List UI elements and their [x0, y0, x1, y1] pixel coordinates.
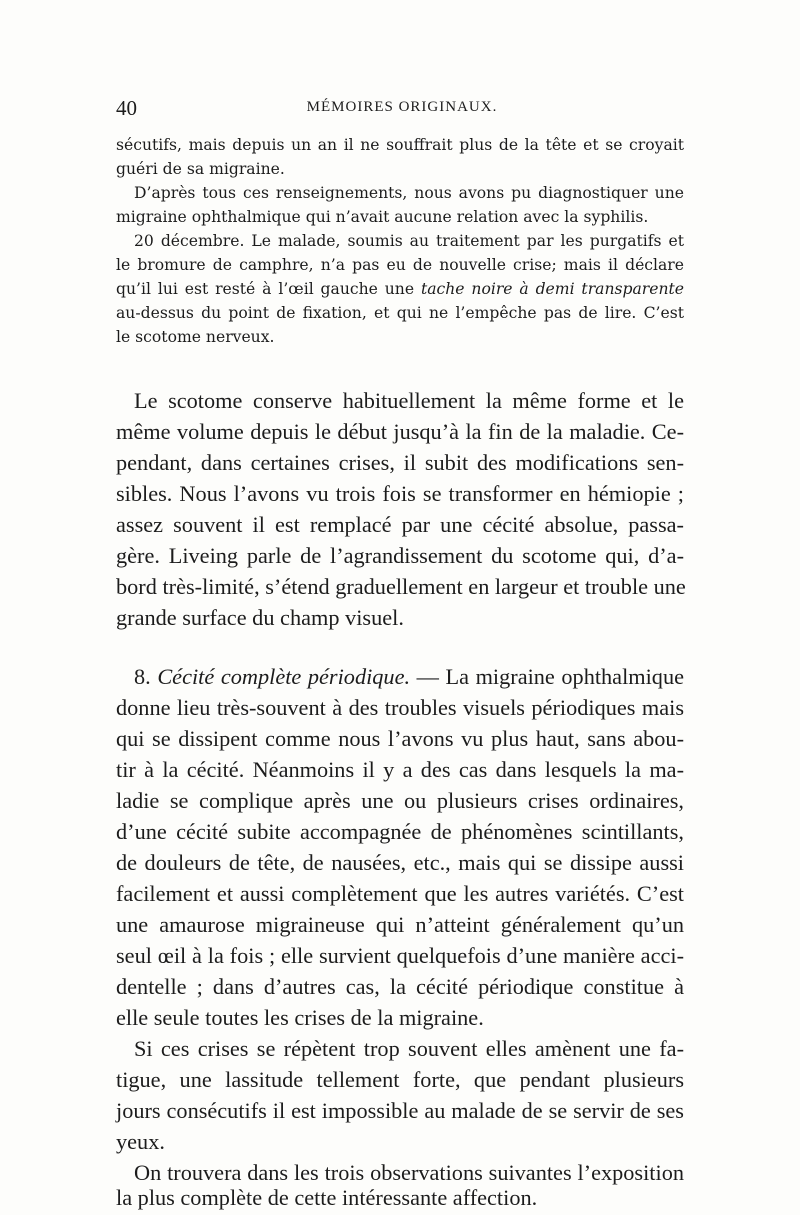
- section-title: Cécité complète périodique.: [157, 664, 411, 689]
- text-line: ladie se complique après une ou plusieurs crises ordinaires,: [116, 788, 684, 813]
- text-line: gère. Liveing parle de l’agrandissement du scotome qui, d’a-: [116, 543, 684, 568]
- text-line: elle seule toutes les crises de la migraine.: [116, 1005, 484, 1030]
- text-line: grande surface du champ visuel.: [116, 605, 404, 630]
- text-line: jours consécutifs il est impossible au malade de se servir de ses: [116, 1098, 684, 1123]
- text-line: pendant, dans certaines crises, il subit des modifications sen-: [116, 450, 684, 475]
- text-line: yeux.: [116, 1129, 165, 1154]
- text-line: le bromure de camphre, n’a pas eu de nouvelle crise; mais il déclare: [116, 256, 684, 274]
- text-line: assez souvent il est remplacé par une cécité absolue, passa-: [116, 512, 684, 537]
- text-line: au-dessus du point de fixation, et qui ne l’empêche pas de lire. C’est: [116, 304, 684, 322]
- text-line: une amaurose migraineuse qui n’atteint généralement qu’un: [116, 912, 684, 937]
- text-line: même volume depuis le début jusqu’à la fin de la maladie. Ce-: [116, 419, 684, 444]
- text-line: guéri de sa migraine.: [116, 160, 285, 178]
- text-line: D’après tous ces renseignements, nous avons pu diagnostiquer une: [134, 184, 684, 202]
- text-line: sibles. Nous l’avons vu trois fois se transformer en hémiopie ;: [116, 481, 684, 506]
- text-line: de douleurs de tête, de nausées, etc., mais qui se dissipe aussi: [116, 850, 684, 875]
- text-line: Le scotome conserve habituellement la même forme et le: [134, 388, 684, 413]
- text-line: la plus complète de cette intéressante affection.: [116, 1185, 538, 1210]
- page-header: [116, 96, 688, 120]
- text-span: — La migraine ophthalmique: [410, 664, 685, 689]
- text-line: qui se dissipent comme nous l’avons vu plus haut, sans abou-: [116, 726, 684, 751]
- section-number: 8.: [134, 664, 151, 689]
- page-number: 40: [116, 96, 137, 120]
- text-line: migraine ophthalmique qui n’avait aucune relation avec la syphilis.: [116, 208, 649, 226]
- running-head: MÉMOIRES ORIGINAUX.: [306, 99, 498, 115]
- text-line: seul œil à la fois ; elle survient quelquefois d’une manière acci-: [116, 943, 684, 968]
- text-line: le scotome nerveux.: [116, 328, 275, 346]
- text-line: d’une cécité subite accompagnée de phénomènes scintillants,: [116, 819, 684, 844]
- text-line: sécutifs, mais depuis un an il ne souffrait plus de la tête et se croyait: [116, 136, 684, 154]
- text-line: On trouvera dans les trois observations suivantes l’exposition: [134, 1160, 684, 1185]
- text-line: tigue, une lassitude tellement forte, que pendant plusieurs: [116, 1067, 684, 1092]
- text-line: Si ces crises se répètent trop souvent elles amènent une fa-: [134, 1036, 684, 1061]
- text-line: facilement et aussi complètement que les autres variétés. C’est: [116, 881, 684, 906]
- text-span: qu’il lui est resté à l’œil gauche une: [116, 280, 421, 298]
- text-line: bord très-limité, s’étend graduellement en largeur et trouble une: [116, 574, 686, 599]
- text-line: 20 décembre. Le malade, soumis au traitement par les purgatifs et: [134, 232, 684, 250]
- text-line: donne lieu très-souvent à des troubles visuels périodiques mais: [116, 695, 684, 720]
- text-line: tir à la cécité. Néanmoins il y a des cas dans lesquels la ma-: [116, 757, 684, 782]
- text-line: dentelle ; dans d’autres cas, la cécité périodique constitue à: [116, 974, 684, 999]
- text-line: [116, 277, 684, 301]
- italic-phrase: tache noire à demi transparente: [420, 280, 684, 298]
- section-heading-line: [116, 661, 684, 693]
